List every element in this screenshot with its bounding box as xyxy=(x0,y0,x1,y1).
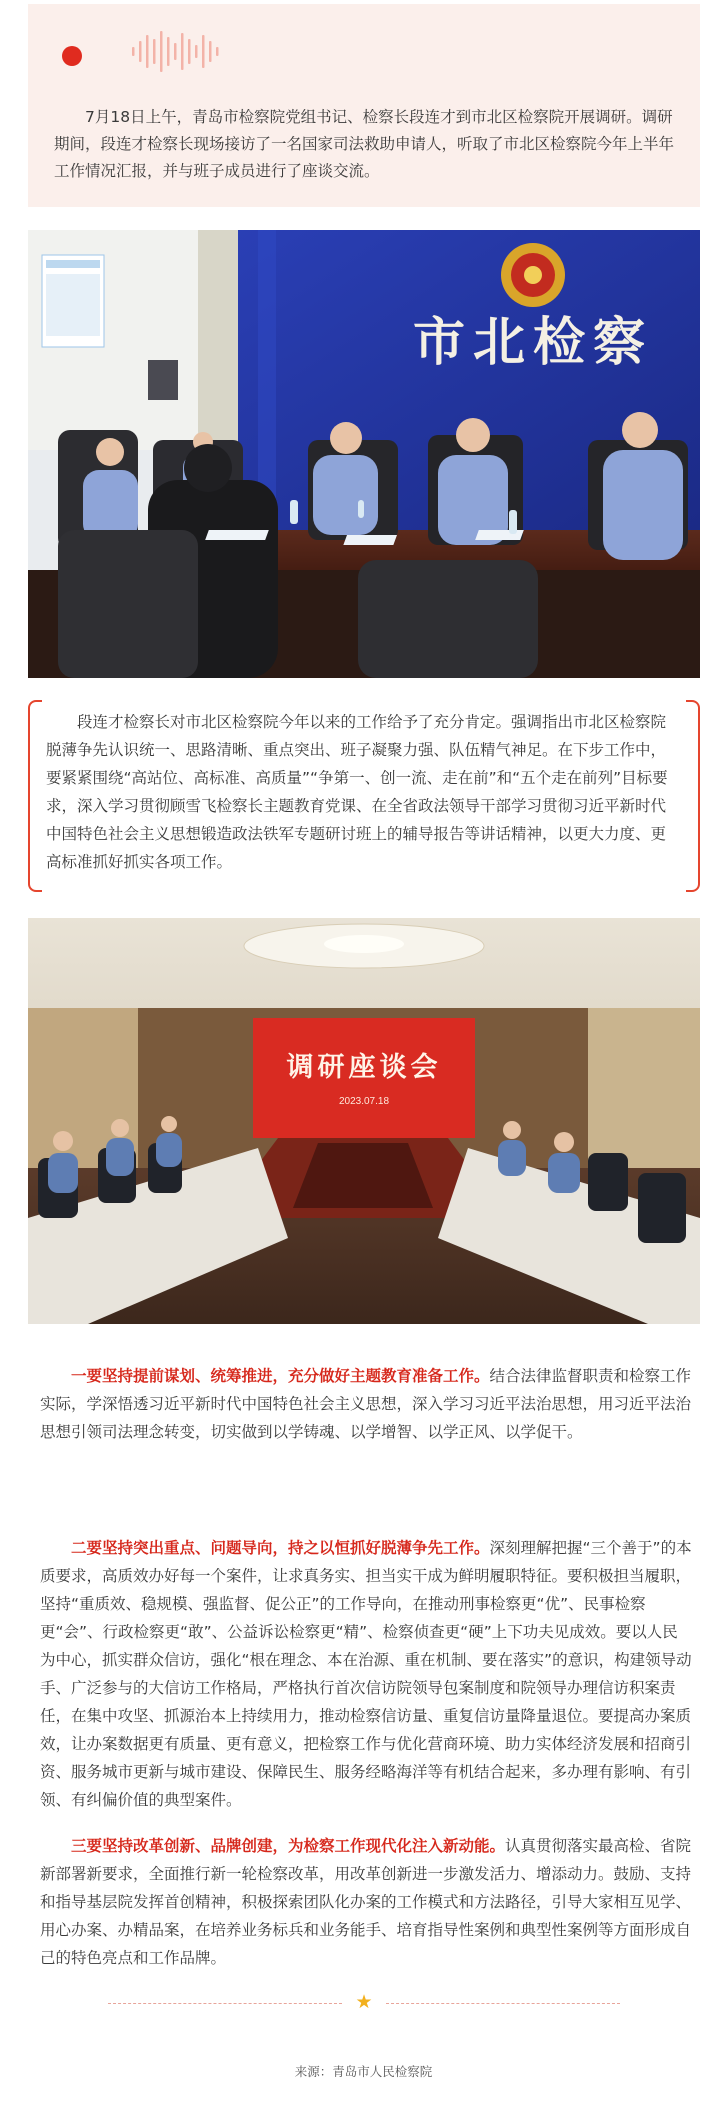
divider-left xyxy=(108,2003,342,2004)
section-2-lead: 二要坚持突出重点、问题导向，持之以恒抓好脱薄争先工作。 xyxy=(71,1539,490,1557)
wall-sign-text: 市北检察 xyxy=(412,315,654,372)
bracket-left xyxy=(28,700,42,892)
meeting-photo-1 xyxy=(28,230,700,678)
screen-title-text: 调研座谈会 xyxy=(286,1052,442,1082)
source-credit: 来源：青岛市人民检察院 xyxy=(294,2064,433,2079)
quote-paragraph: 段连才检察长对市北区检察院今年以来的工作给予了充分肯定。强调指出市北区检察院脱薄争先认识统一、思路清晰、重点突出、班子凝聚力强、队伍精气神足。在下步工作中，要紧紧围绕“高站位、高标准、高质量”“争第一、创一流、走在前”和“五个走在前列”目标要求，深入学习贯彻顾雪飞检察长主题教育党课、在全省政法领导干部学习贯彻习近平新时代中国特色社会主义思想锻造政法铁军专题研讨班上的辅导报告等讲话精神，以更大力度、更高标准抓好抓实各项工作。 xyxy=(46,713,668,871)
star-icon: ★ xyxy=(355,1991,373,2013)
section-3-lead: 三要坚持改革创新、品牌创建，为检察工作现代化注入新动能。 xyxy=(71,1837,506,1855)
screen-date-text: 2023.07.18 xyxy=(338,1096,390,1107)
bracket-right xyxy=(686,700,700,892)
section-3-paragraph xyxy=(40,1832,692,1972)
quote-card xyxy=(28,700,700,892)
divider-right xyxy=(386,2003,620,2004)
section-3-body: 认真贯彻落实最高检、省院新部署新要求，全面推行新一轮检察改革，用改革创新进一步激发活力、增添动力。鼓励、支持和指导基层院发挥首创精神，积极探索团队化办案的工作模式和方法路径，引导大家相互见学、用心办案、办精品案，在培养业务标兵和业务能手、培育指导性案例和典型性案例等方面形成自己的特色亮点和工作品牌。 xyxy=(40,1837,692,1967)
red-dot-icon xyxy=(62,46,82,66)
section-2-paragraph xyxy=(40,1534,692,1814)
section-1-body: 结合法律监督职责和检察工作实际，学深悟透习近平新时代中国特色社会主义思想，深入学习习近平法治思想，用习近平法治思想引领司法理念转变，切实做到以学铸魂、以学增智、以学正风、以学促干。 xyxy=(40,1367,692,1441)
sound-bars-icon xyxy=(130,29,240,74)
section-2-body: 深刻理解把握“三个善于”的本质要求，高质效办好每一个案件，让求真务实、担当实干成为鲜明履职特征。要积极担当履职，坚持“重质效、稳规模、强监督、促公正”的工作导向，在推动刑事检察更“优”、民事检察更“会”、行政检察更“敢”、公益诉讼检察更“精”、检察侦查更“硬”上下功夫见成效。要以人民为中心，抓实群众信访，强化“根在理念、本在治源、重在机制、要在落实”的意识，构建领导动手、广泛参与的大信访工作格局，严格执行首次信访院领导包案制度和院领导办理信访积案责任，在集中攻坚、抓源治本上持续用力，推动检察信访量、重复信访量降量退位。要提高办案质效，让办案数据更有质量、更有意义，把检察工作与优化营商环境、助力实体经济发展和招商引资、服务城市更新与城市建设、保障民生、服务经略海洋等有机结合起来，多办理有影响、有引领、有纠偏价值的典型案件。 xyxy=(40,1539,692,1809)
section-1-lead: 一要坚持提前谋划、统筹推进，充分做好主题教育准备工作。 xyxy=(71,1367,490,1385)
section-1-paragraph xyxy=(40,1362,692,1446)
intro-card xyxy=(28,4,700,207)
meeting-photo-2 xyxy=(28,918,700,1324)
intro-paragraph: 7月18日上午，青岛市检察院党组书记、检察长段连才到市北区检察院开展调研。调研期间，段连才检察长现场接访了一名国家司法救助申请人，听取了市北区检察院今年上半年工作情况汇报，并与班子成员进行了座谈交流。 xyxy=(54,108,675,180)
